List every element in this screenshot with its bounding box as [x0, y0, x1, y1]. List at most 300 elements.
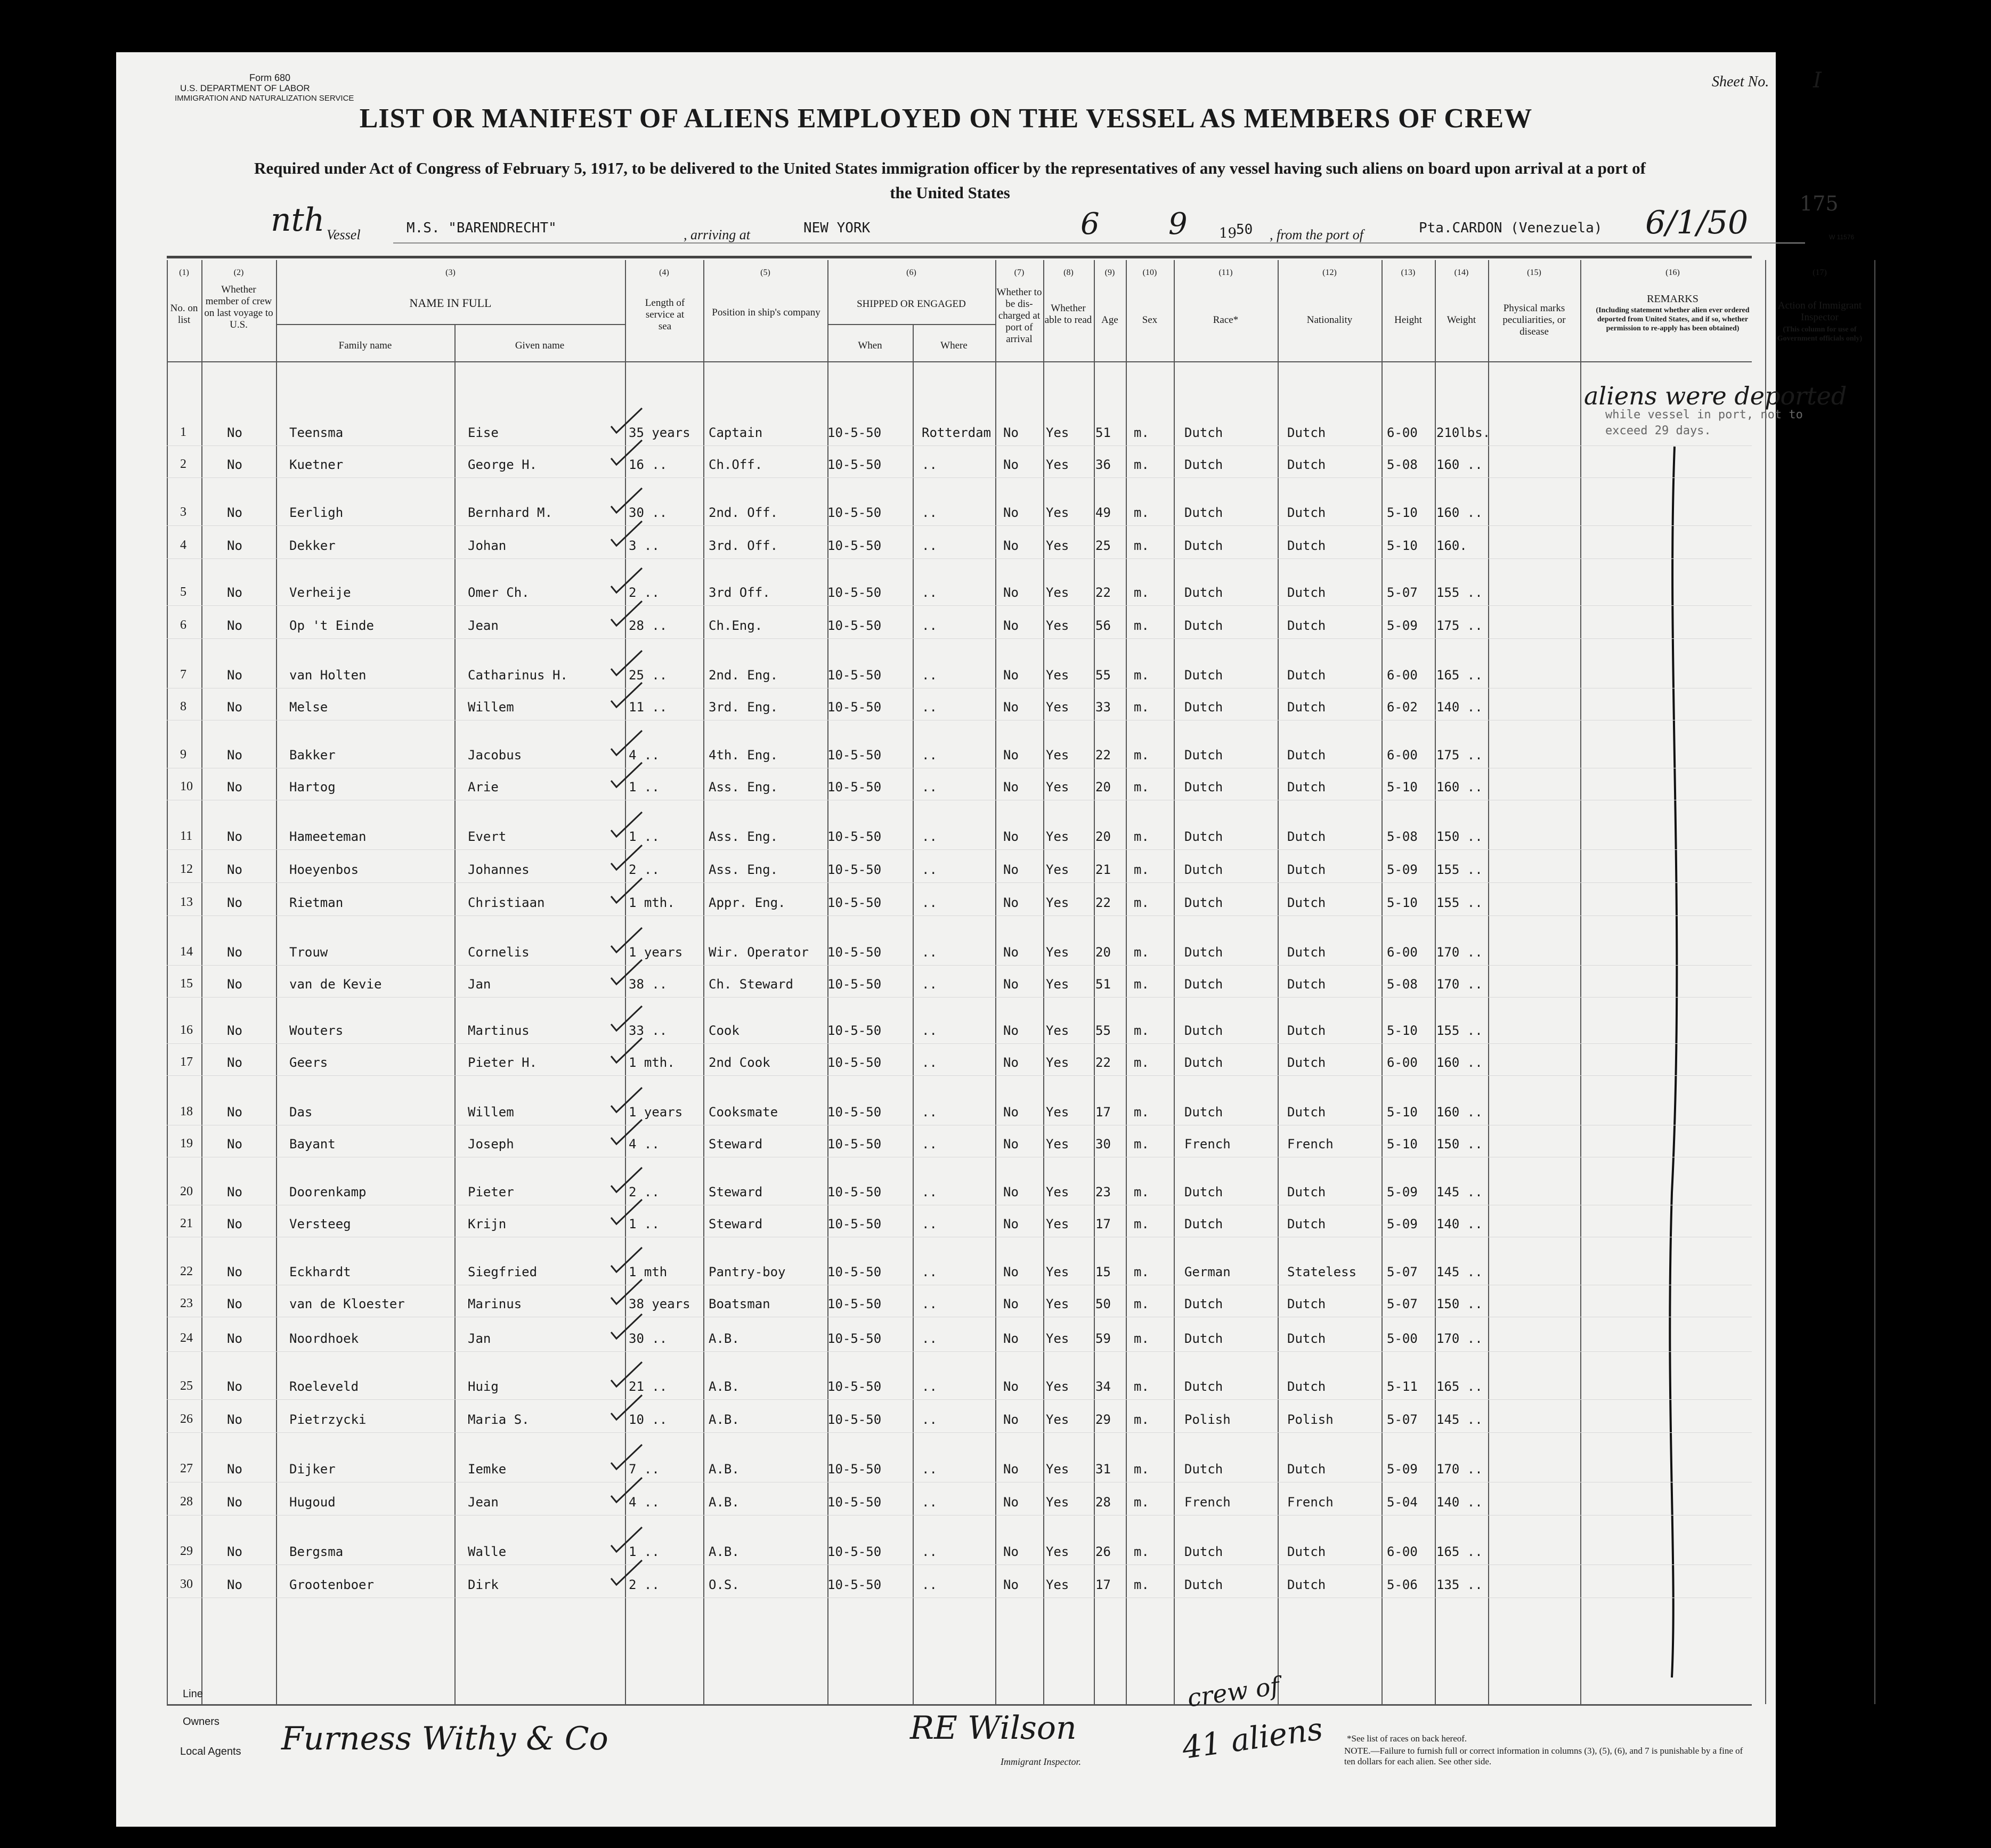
- cell-length-of-service: 1 years: [629, 945, 683, 960]
- cell-length-of-service: 1 ..: [629, 780, 660, 795]
- cell-given-name: Willem: [468, 700, 514, 715]
- cell-family-name: Verheije: [289, 585, 351, 600]
- cell-given-name: Jan: [468, 1331, 491, 1346]
- cell-nationality: Dutch: [1287, 862, 1326, 877]
- cell-discharged: No: [1003, 945, 1019, 960]
- col-number: (11): [1218, 268, 1233, 277]
- table-row: [116, 1412, 1776, 1433]
- cell-sex: m.: [1134, 1412, 1149, 1427]
- header-age: Age: [1101, 314, 1118, 326]
- from-label: , from the port of: [1270, 227, 1363, 242]
- cell-sex: m.: [1134, 1217, 1149, 1231]
- cell-list-number: 19: [180, 1137, 193, 1150]
- cell-race: Dutch: [1184, 945, 1223, 960]
- cell-length-of-service: 38 years: [629, 1296, 690, 1311]
- cell-list-number: 4: [180, 538, 186, 552]
- cell-age: 20: [1095, 780, 1111, 795]
- manifest-sheet: [116, 52, 1863, 1827]
- cell-nationality: Dutch: [1287, 618, 1326, 633]
- cell-list-number: 15: [180, 977, 193, 991]
- cell-given-name: Willem: [468, 1105, 514, 1120]
- cell-age: 17: [1095, 1217, 1111, 1231]
- cell-list-number: 16: [180, 1023, 193, 1037]
- cell-height: 5-04: [1387, 1495, 1418, 1510]
- cell-weight: 150 ..: [1436, 1296, 1483, 1311]
- races-note: *See list of races on back hereof.: [1347, 1733, 1467, 1744]
- check-mark-icon: [609, 1196, 646, 1228]
- cell-position: Wir. Operator: [709, 945, 809, 960]
- col-number: (3): [445, 268, 456, 277]
- cell-discharged: No: [1003, 748, 1019, 763]
- arrival-day: 9: [1168, 207, 1188, 241]
- table-row: [116, 780, 1776, 801]
- cell-able-to-read: Yes: [1046, 1412, 1069, 1427]
- table-row: [116, 538, 1776, 560]
- cell-position: 2nd Cook: [709, 1055, 770, 1070]
- manifest-title: LIST OR MANIFEST OF ALIENS EMPLOYED ON THE VESSEL AS MEMBERS OF CREW: [359, 103, 1533, 134]
- cell-nationality: Dutch: [1287, 829, 1326, 844]
- cell-discharged: No: [1003, 862, 1019, 877]
- cell-shipped-where: ..: [922, 1055, 937, 1070]
- check-mark-icon: [609, 727, 646, 759]
- table-row: [116, 1331, 1776, 1352]
- cell-nationality: French: [1287, 1137, 1334, 1152]
- arrival-year: 50: [1236, 222, 1253, 238]
- cell-discharged: No: [1003, 1462, 1019, 1477]
- cell-age: 30: [1095, 1137, 1111, 1152]
- cell-height: 5-09: [1387, 1185, 1418, 1199]
- cell-list-number: 20: [180, 1185, 193, 1198]
- cell-race: Dutch: [1184, 668, 1223, 683]
- cell-shipped-when: 10-5-50: [827, 1217, 882, 1231]
- cell-weight: 210lbs.: [1436, 425, 1491, 440]
- cell-age: 28: [1095, 1495, 1111, 1510]
- cell-shipped-when: 10-5-50: [827, 895, 882, 910]
- cell-weight: 175 ..: [1436, 618, 1483, 633]
- cell-last-voyage: No: [227, 1379, 242, 1394]
- cell-sex: m.: [1134, 618, 1149, 633]
- cell-discharged: No: [1003, 1577, 1019, 1592]
- cell-length-of-service: 21 ..: [629, 1379, 668, 1394]
- cell-height: 5-09: [1387, 862, 1418, 877]
- cell-given-name: Bernhard M.: [468, 505, 552, 520]
- header-action: Action of Immigrant Inspector: [1777, 300, 1862, 323]
- form-code: W 11576: [1829, 233, 1855, 241]
- cell-race: Dutch: [1184, 700, 1223, 715]
- cell-able-to-read: Yes: [1046, 505, 1069, 520]
- cell-discharged: No: [1003, 538, 1019, 553]
- cell-last-voyage: No: [227, 1462, 242, 1477]
- cell-nationality: Dutch: [1287, 1296, 1326, 1311]
- check-mark-icon: [609, 405, 646, 437]
- cell-position: 3rd Off.: [709, 585, 770, 600]
- cell-list-number: 23: [180, 1296, 193, 1310]
- table-row: [116, 1105, 1776, 1126]
- cell-family-name: Eerligh: [289, 505, 344, 520]
- cell-able-to-read: Yes: [1046, 1023, 1069, 1038]
- cell-last-voyage: No: [227, 1023, 242, 1038]
- cell-list-number: 22: [180, 1265, 193, 1278]
- cell-discharged: No: [1003, 1265, 1019, 1279]
- cell-shipped-where: ..: [922, 1577, 937, 1592]
- cell-given-name: Maria S.: [468, 1412, 530, 1427]
- cell-height: 6-02: [1387, 700, 1418, 715]
- cell-weight: 155 ..: [1436, 1023, 1483, 1038]
- cell-family-name: Trouw: [289, 945, 328, 960]
- cell-race: Dutch: [1184, 1577, 1223, 1592]
- check-mark-icon: [609, 647, 646, 679]
- col-number: (13): [1401, 268, 1416, 277]
- cell-able-to-read: Yes: [1046, 457, 1069, 472]
- cell-shipped-where: ..: [922, 1265, 937, 1279]
- table-row: [116, 748, 1776, 769]
- cell-last-voyage: No: [227, 1331, 242, 1346]
- cell-length-of-service: 25 ..: [629, 668, 668, 683]
- cell-length-of-service: 3 ..: [629, 538, 660, 553]
- cell-discharged: No: [1003, 1379, 1019, 1394]
- cell-shipped-where: ..: [922, 1137, 937, 1152]
- cell-shipped-where: ..: [922, 1185, 937, 1199]
- cell-list-number: 12: [180, 862, 193, 876]
- cell-weight: 145 ..: [1436, 1412, 1483, 1427]
- cell-list-number: 6: [180, 618, 186, 632]
- cell-list-number: 24: [180, 1331, 193, 1345]
- remarks-handwritten: aliens were deported: [1584, 382, 1847, 410]
- col-number: (4): [659, 268, 669, 277]
- cell-family-name: van de Kloester: [289, 1296, 405, 1311]
- footer-agents-label: Local Agents: [180, 1746, 241, 1757]
- col-number: (17): [1813, 268, 1827, 277]
- check-mark-icon: [609, 875, 646, 907]
- check-mark-icon: [609, 925, 646, 957]
- cell-able-to-read: Yes: [1046, 895, 1069, 910]
- arriving-port: NEW YORK: [803, 220, 871, 236]
- cell-nationality: Dutch: [1287, 1544, 1326, 1559]
- header-no-on-list: No. on list: [170, 303, 198, 326]
- cell-able-to-read: Yes: [1046, 538, 1069, 553]
- cell-age: 26: [1095, 1544, 1111, 1559]
- cell-weight: 160 ..: [1436, 1055, 1483, 1070]
- check-mark-icon: [609, 809, 646, 841]
- cell-position: A.B.: [709, 1412, 739, 1427]
- col-number: (10): [1142, 268, 1157, 277]
- from-port: Pta.CARDON (Venezuela): [1419, 220, 1603, 236]
- cell-able-to-read: Yes: [1046, 1105, 1069, 1120]
- cell-weight: 155 ..: [1436, 895, 1483, 910]
- cell-length-of-service: 7 ..: [629, 1462, 660, 1477]
- col-number: (1): [179, 268, 189, 277]
- cell-able-to-read: Yes: [1046, 1137, 1069, 1152]
- cell-height: 5-07: [1387, 585, 1418, 600]
- cell-shipped-where: ..: [922, 1412, 937, 1427]
- cell-age: 23: [1095, 1185, 1111, 1199]
- col-number: (16): [1665, 268, 1680, 277]
- cell-race: Dutch: [1184, 977, 1223, 992]
- cell-shipped-when: 10-5-50: [827, 748, 882, 763]
- col-number: (12): [1322, 268, 1337, 277]
- cell-nationality: Dutch: [1287, 748, 1326, 763]
- check-mark-icon: [609, 565, 646, 597]
- check-mark-icon: [609, 598, 646, 630]
- row-rule: [167, 477, 1752, 478]
- cell-family-name: Melse: [289, 700, 328, 715]
- cell-last-voyage: No: [227, 1105, 242, 1120]
- cell-shipped-when: 10-5-50: [827, 1412, 882, 1427]
- cell-weight: 170 ..: [1436, 945, 1483, 960]
- header-given-name: Given name: [515, 340, 565, 351]
- cell-shipped-where: ..: [922, 585, 937, 600]
- cell-nationality: Dutch: [1287, 895, 1326, 910]
- cell-shipped-where: ..: [922, 945, 937, 960]
- cell-nationality: Dutch: [1287, 425, 1326, 440]
- cell-sex: m.: [1134, 1185, 1149, 1199]
- cell-length-of-service: 2 ..: [629, 1185, 660, 1199]
- agency-line-2: IMMIGRATION AND NATURALIZATION SERVICE: [175, 94, 354, 103]
- cell-nationality: Dutch: [1287, 977, 1326, 992]
- header-when: When: [858, 340, 882, 351]
- row-rule: [167, 965, 1752, 966]
- cell-height: 6-00: [1387, 425, 1418, 440]
- row-rule: [167, 1075, 1752, 1076]
- header-discharged: Whether to be dis-charged at port of arrival: [996, 287, 1042, 345]
- header-length-service: Length of service at sea: [645, 297, 685, 332]
- cell-age: 55: [1095, 1023, 1111, 1038]
- cell-shipped-where: ..: [922, 668, 937, 683]
- cell-able-to-read: Yes: [1046, 425, 1069, 440]
- cell-race: Dutch: [1184, 457, 1223, 472]
- footer-owners-label: Owners: [183, 1716, 220, 1728]
- cell-discharged: No: [1003, 780, 1019, 795]
- cell-list-number: 27: [180, 1462, 193, 1476]
- cell-shipped-where: ..: [922, 1296, 937, 1311]
- inspector-signature: RE Wilson: [910, 1709, 1077, 1747]
- cell-family-name: Op 't Einde: [289, 618, 374, 633]
- cell-length-of-service: 1 mth.: [629, 895, 675, 910]
- check-mark-icon: [609, 957, 646, 988]
- cell-height: 5-00: [1387, 1331, 1418, 1346]
- cell-age: 49: [1095, 505, 1111, 520]
- cell-given-name: Joseph: [468, 1137, 514, 1152]
- cell-age: 55: [1095, 668, 1111, 683]
- cell-shipped-when: 10-5-50: [827, 1331, 882, 1346]
- cell-family-name: Doorenkamp: [289, 1185, 367, 1199]
- cell-weight: 165 ..: [1436, 1379, 1483, 1394]
- cell-shipped-when: 10-5-50: [827, 1296, 882, 1311]
- cell-height: 6-00: [1387, 668, 1418, 683]
- cell-discharged: No: [1003, 457, 1019, 472]
- cell-race: Dutch: [1184, 748, 1223, 763]
- table-row: [116, 1137, 1776, 1158]
- cell-age: 36: [1095, 457, 1111, 472]
- cell-shipped-when: 10-5-50: [827, 700, 882, 715]
- cell-shipped-when: 10-5-50: [827, 780, 882, 795]
- cell-weight: 170 ..: [1436, 1331, 1483, 1346]
- cell-list-number: 13: [180, 895, 193, 909]
- cell-able-to-read: Yes: [1046, 945, 1069, 960]
- table-row: [116, 945, 1776, 966]
- check-mark-icon: [609, 518, 646, 550]
- cell-discharged: No: [1003, 1296, 1019, 1311]
- cell-position: A.B.: [709, 1495, 739, 1510]
- cell-able-to-read: Yes: [1046, 1217, 1069, 1231]
- cell-height: 5-10: [1387, 1137, 1418, 1152]
- cell-sex: m.: [1134, 1577, 1149, 1592]
- cell-discharged: No: [1003, 425, 1019, 440]
- cell-height: 5-10: [1387, 505, 1418, 520]
- cell-family-name: van Holten: [289, 668, 367, 683]
- cell-list-number: 3: [180, 505, 186, 519]
- table-row: [116, 700, 1776, 721]
- cell-age: 50: [1095, 1296, 1111, 1311]
- cell-given-name: Walle: [468, 1544, 507, 1559]
- header-position: Position in ship's company: [712, 307, 820, 318]
- cell-age: 22: [1095, 748, 1111, 763]
- table-row: [116, 895, 1776, 917]
- cell-length-of-service: 4 ..: [629, 1137, 660, 1152]
- cell-given-name: Iemke: [468, 1462, 507, 1477]
- cell-nationality: Dutch: [1287, 1217, 1326, 1231]
- cell-given-name: Christiaan: [468, 895, 545, 910]
- cell-age: 20: [1095, 945, 1111, 960]
- cell-length-of-service: 30 ..: [629, 1331, 668, 1346]
- agency-line-1: U.S. DEPARTMENT OF LABOR: [180, 83, 310, 93]
- cell-discharged: No: [1003, 977, 1019, 992]
- cell-position: Boatsman: [709, 1296, 770, 1311]
- cell-sex: m.: [1134, 895, 1149, 910]
- cell-weight: 140 ..: [1436, 1217, 1483, 1231]
- cell-length-of-service: 1 ..: [629, 1544, 660, 1559]
- cell-discharged: No: [1003, 1331, 1019, 1346]
- cell-weight: 145 ..: [1436, 1185, 1483, 1199]
- cell-discharged: No: [1003, 618, 1019, 633]
- cell-last-voyage: No: [227, 1577, 242, 1592]
- cell-age: 22: [1095, 1055, 1111, 1070]
- table-row: [116, 1185, 1776, 1206]
- cell-race: Dutch: [1184, 585, 1223, 600]
- cell-position: 2nd. Eng.: [709, 668, 778, 683]
- cell-age: 33: [1095, 700, 1111, 715]
- cell-shipped-where: Rotterdam: [922, 425, 992, 440]
- check-mark-icon: [609, 1116, 646, 1148]
- cell-able-to-read: Yes: [1046, 1296, 1069, 1311]
- cell-age: 20: [1095, 829, 1111, 844]
- table-row: [116, 829, 1776, 850]
- cell-height: 5-07: [1387, 1412, 1418, 1427]
- cell-given-name: Johannes: [468, 862, 530, 877]
- cell-given-name: Jacobus: [468, 748, 522, 763]
- cell-height: 5-11: [1387, 1379, 1418, 1394]
- cell-shipped-when: 10-5-50: [827, 505, 882, 520]
- cell-sex: m.: [1134, 505, 1149, 520]
- header-able-read: Whether able to read: [1044, 303, 1092, 326]
- cell-length-of-service: 16 ..: [629, 457, 668, 472]
- cell-height: 5-10: [1387, 1023, 1418, 1038]
- cell-age: 22: [1095, 585, 1111, 600]
- cell-shipped-when: 10-5-50: [827, 668, 882, 683]
- cell-race: Dutch: [1184, 862, 1223, 877]
- cell-position: Ass. Eng.: [709, 780, 778, 795]
- cell-race: Dutch: [1184, 1023, 1223, 1038]
- cell-given-name: Jean: [468, 618, 499, 633]
- header-last-voyage: Whether member of crew on last voyage to U.S.: [204, 284, 273, 330]
- check-mark-icon: [609, 437, 646, 469]
- cell-height: 5-07: [1387, 1296, 1418, 1311]
- cell-sex: m.: [1134, 1462, 1149, 1477]
- cell-last-voyage: No: [227, 748, 242, 763]
- cell-sex: m.: [1134, 1495, 1149, 1510]
- cell-list-number: 18: [180, 1105, 193, 1118]
- cell-shipped-when: 10-5-50: [827, 1495, 882, 1510]
- cell-age: 15: [1095, 1265, 1111, 1279]
- cell-position: Steward: [709, 1137, 763, 1152]
- cell-weight: 170 ..: [1436, 1462, 1483, 1477]
- cell-last-voyage: No: [227, 457, 242, 472]
- cell-weight: 135 ..: [1436, 1577, 1483, 1592]
- cell-weight: 170 ..: [1436, 977, 1483, 992]
- header-height: Height: [1394, 314, 1422, 326]
- cell-last-voyage: No: [227, 780, 242, 795]
- col-divider: [1874, 260, 1875, 1704]
- cell-length-of-service: 38 ..: [629, 977, 668, 992]
- table-row: [116, 618, 1776, 639]
- cell-nationality: Dutch: [1287, 700, 1326, 715]
- check-mark-icon: [609, 1392, 646, 1424]
- check-mark-icon: [609, 1311, 646, 1343]
- cell-family-name: Dekker: [289, 538, 336, 553]
- cell-height: 5-09: [1387, 618, 1418, 633]
- cell-race: Dutch: [1184, 425, 1223, 440]
- cell-sex: m.: [1134, 829, 1149, 844]
- cell-able-to-read: Yes: [1046, 829, 1069, 844]
- cell-weight: 160 ..: [1436, 1105, 1483, 1120]
- table-row: [116, 1379, 1776, 1400]
- cell-last-voyage: No: [227, 945, 242, 960]
- col-number: (14): [1454, 268, 1469, 277]
- cell-length-of-service: 1 mth: [629, 1265, 668, 1279]
- cell-sex: m.: [1134, 1379, 1149, 1394]
- cell-family-name: Hoeyenbos: [289, 862, 359, 877]
- cell-nationality: Dutch: [1287, 585, 1326, 600]
- cell-position: Appr. Eng.: [709, 895, 786, 910]
- header-name-in-full: NAME IN FULL: [409, 296, 492, 310]
- check-mark-icon: [609, 1003, 646, 1035]
- cell-race: Dutch: [1184, 505, 1223, 520]
- shipped-subheader-rule: [827, 324, 995, 325]
- cell-race: Polish: [1184, 1412, 1231, 1427]
- table-row: [116, 457, 1776, 479]
- cell-list-number: 29: [180, 1544, 193, 1558]
- cell-list-number: 30: [180, 1577, 193, 1591]
- cell-shipped-when: 10-5-50: [827, 618, 882, 633]
- cell-nationality: Dutch: [1287, 1462, 1326, 1477]
- page-number: 175: [1800, 192, 1839, 215]
- header-sex: Sex: [1142, 314, 1158, 326]
- cell-nationality: Dutch: [1287, 668, 1326, 683]
- cell-length-of-service: 30 ..: [629, 505, 668, 520]
- table-row: [116, 1577, 1776, 1599]
- table-bottom-rule: [167, 1704, 1752, 1706]
- col-number: (9): [1104, 268, 1115, 277]
- cell-discharged: No: [1003, 505, 1019, 520]
- cell-position: A.B.: [709, 1462, 739, 1477]
- cell-able-to-read: Yes: [1046, 1265, 1069, 1279]
- cell-shipped-where: ..: [922, 457, 937, 472]
- footer-line-label: Line: [183, 1688, 203, 1700]
- cell-nationality: Polish: [1287, 1412, 1334, 1427]
- cell-race: French: [1184, 1137, 1231, 1152]
- table-row: [116, 1265, 1776, 1286]
- cell-weight: 160.: [1436, 538, 1467, 553]
